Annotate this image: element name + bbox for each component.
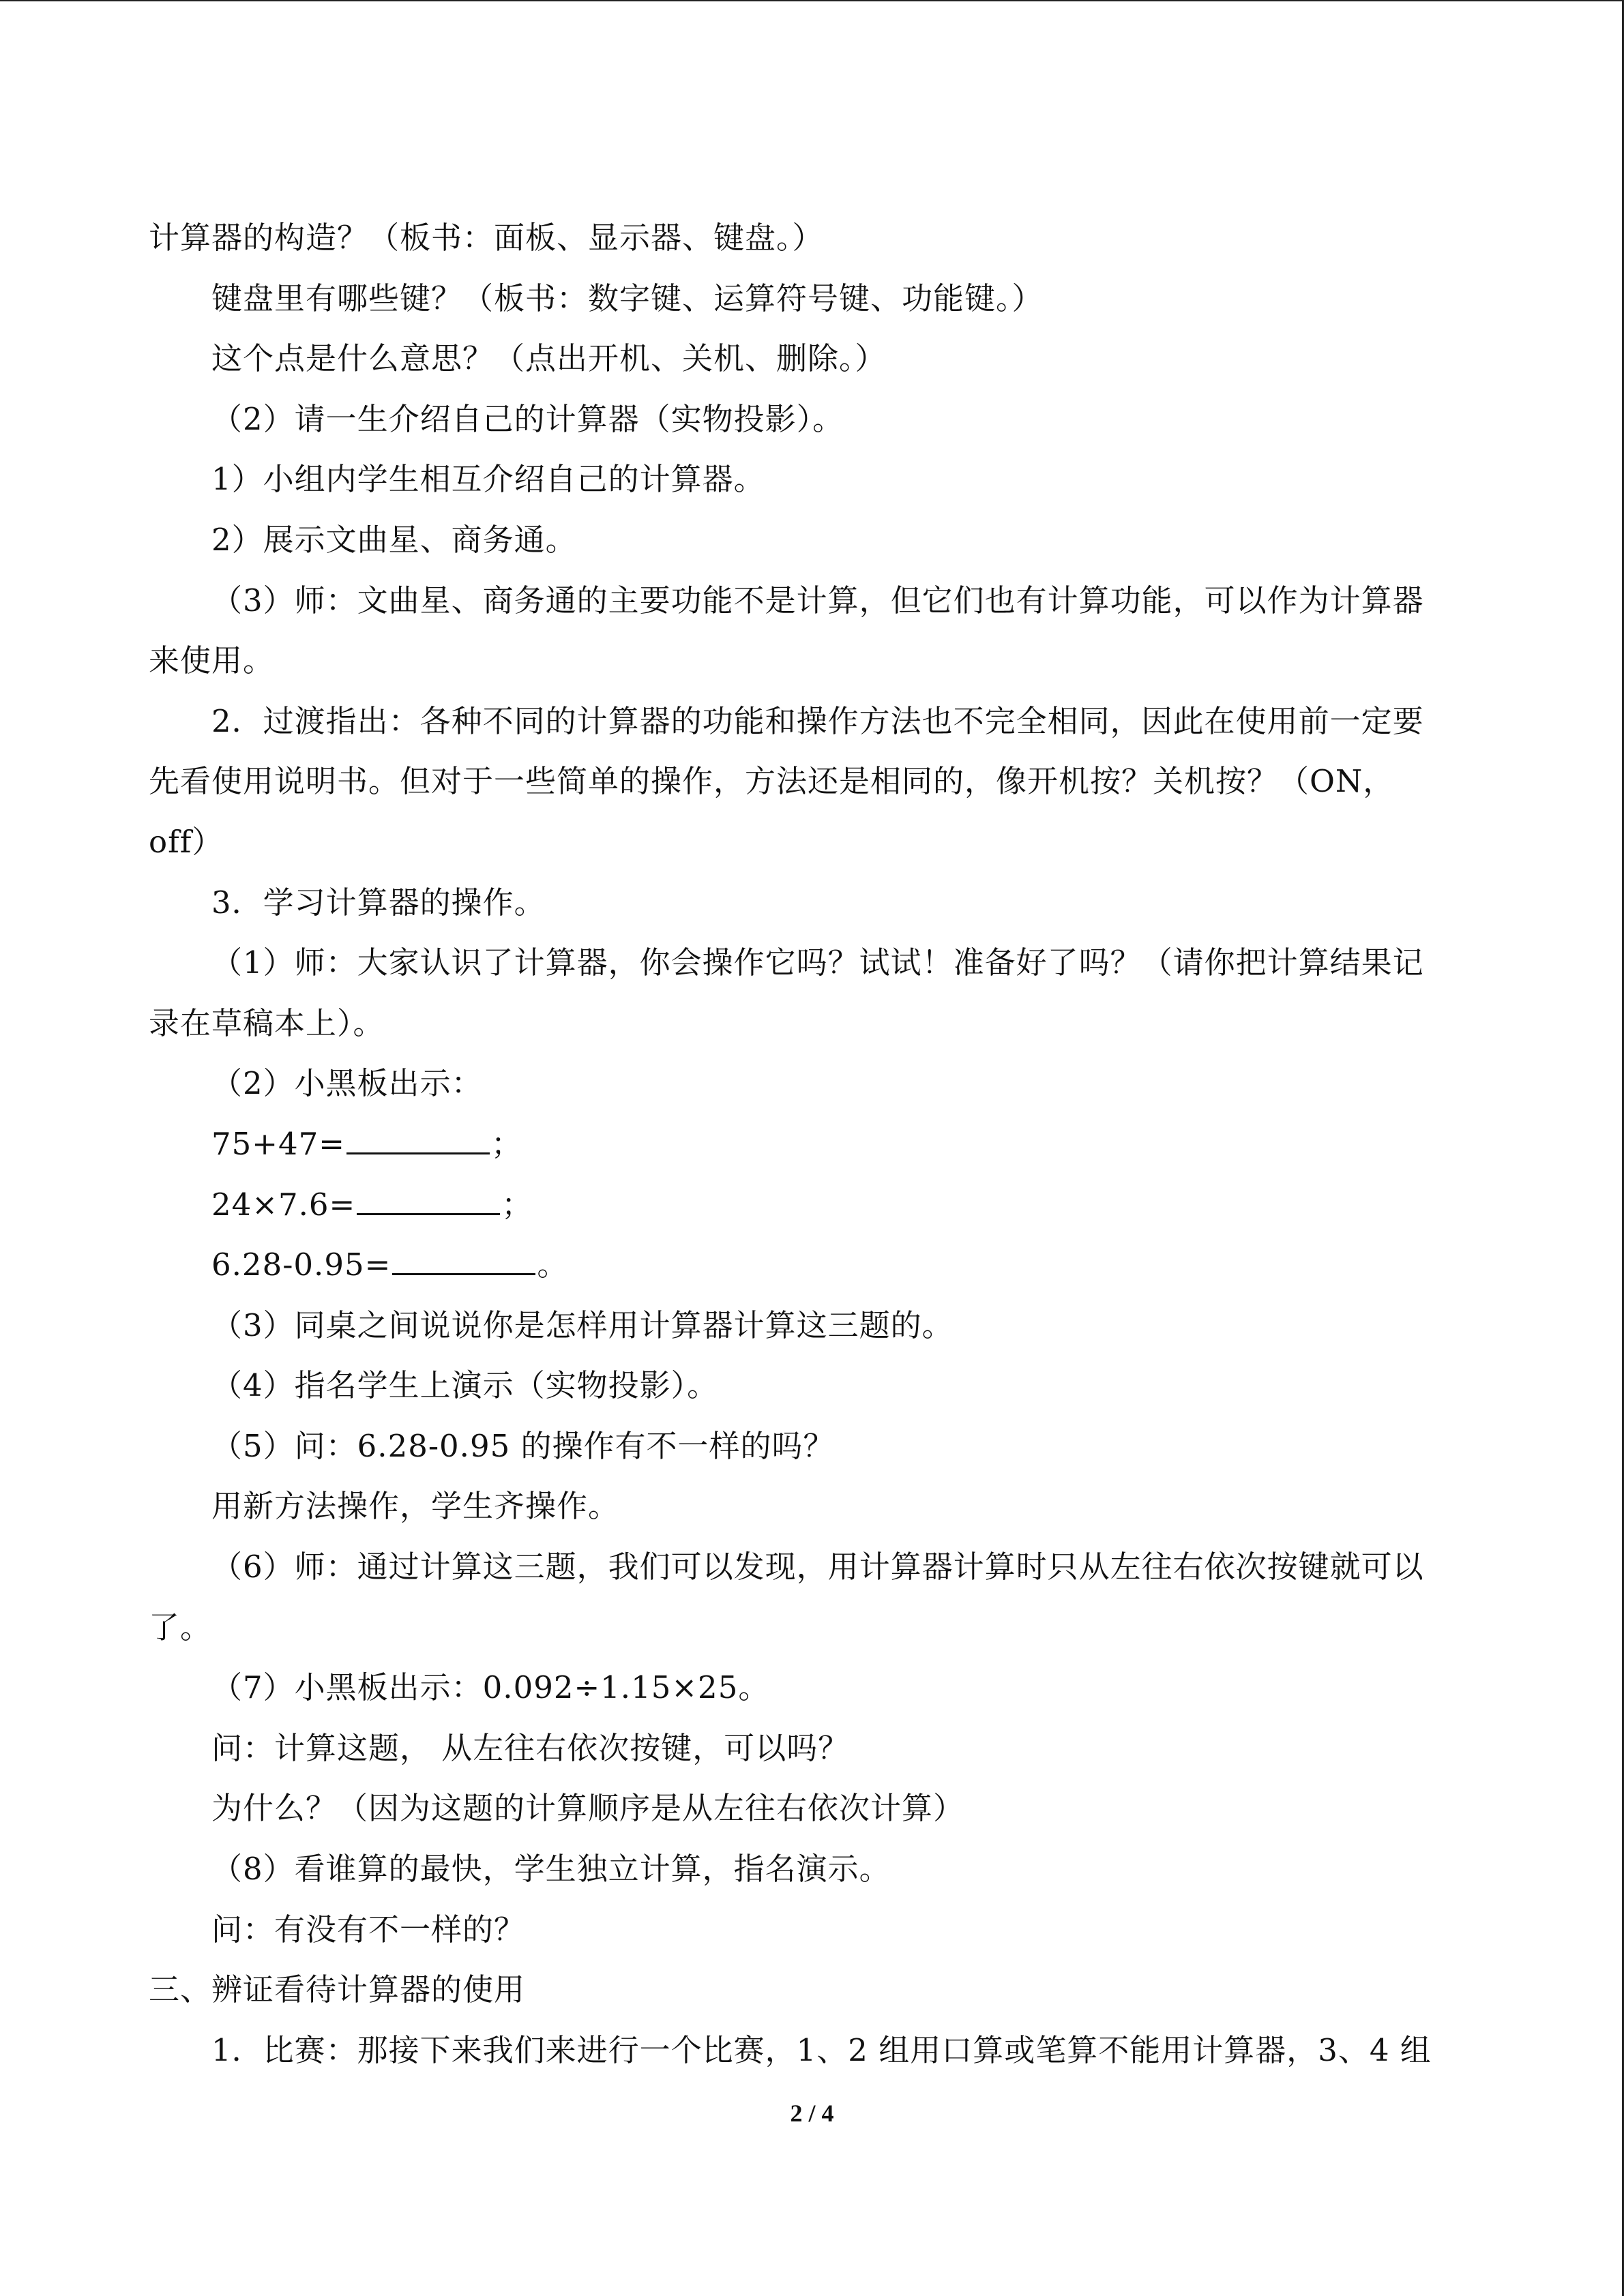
exercise-list — [149, 1114, 1479, 1296]
paragraph-block-2 — [149, 1296, 1479, 2081]
text-line: 为什么？（因为这题的计算顺序是从左往右依次计算） — [211, 1790, 965, 1827]
text-line: （4）指名学生上演示（实物投影）。 — [211, 1367, 719, 1404]
text-line: 先看使用说明书。但对于一些简单的操作，方法还是相同的，像开机按？关机按？（ON， — [149, 763, 1395, 800]
text-line: 用新方法操作，学生齐操作。 — [211, 1488, 620, 1525]
text-line: 键盘里有哪些键？（板书：数字键、运算符号键、功能键。） — [211, 280, 1044, 316]
text-line: 问：计算这题， 从左往右依次按键，可以吗？ — [211, 1729, 850, 1766]
exercise-line — [149, 1175, 1479, 1236]
page-number: 2 / 4 — [790, 2100, 834, 2127]
exercise-line — [149, 1235, 1479, 1296]
text-line: （2）小黑板出示： — [211, 1065, 483, 1102]
exercise-expression: 24×7.6= — [211, 1186, 356, 1223]
text-line: 这个点是什么意思？（点出开机、关机、删除。） — [211, 340, 887, 377]
answer-blank — [357, 1186, 500, 1215]
text-line: （1）师：大家认识了计算器，你会操作它吗？试试！准备好了吗？（请你把计算结果记 — [211, 944, 1424, 981]
text-line: 2）展示文曲星、商务通。 — [211, 521, 577, 558]
text-line: 3．学习计算器的操作。 — [211, 884, 546, 921]
text-line: 来使用。 — [149, 642, 275, 679]
exercise-expression: 6.28-0.95= — [211, 1247, 392, 1283]
text-line: 三、辨证看待计算器的使用 — [149, 1971, 526, 2008]
text-line: （2）请一生介绍自己的计算器（实物投影）。 — [211, 400, 844, 437]
text-line: （5）问：6.28-0.95 的操作有不一样的吗？ — [211, 1427, 835, 1464]
text-line: （7）小黑板出示：0.092÷1.15×25。 — [211, 1669, 770, 1706]
exercise-punctuation: 。 — [537, 1247, 569, 1283]
answer-blank — [392, 1246, 535, 1275]
text-line: 1）小组内学生相互介绍自己的计算器。 — [211, 461, 765, 498]
text-line: 录在草稿本上）。 — [149, 1004, 385, 1041]
text-line: 1．比赛：那接下来我们来进行一个比赛，1、2 组用口算或笔算不能用计算器，3、4 组 — [211, 2031, 1432, 2068]
paragraph-block-1 — [149, 208, 1479, 1114]
text-line: 计算器的构造？（板书：面板、显示器、键盘。） — [149, 220, 824, 256]
text-line: 2．过渡指出：各种不同的计算器的功能和操作方法也不完全相同，因此在使用前一定要 — [211, 702, 1424, 739]
answer-blank — [346, 1125, 490, 1154]
exercise-expression: 75+47= — [211, 1125, 345, 1162]
text-line: off） — [149, 823, 224, 860]
text-line: 问：有没有不一样的？ — [211, 1911, 526, 1948]
text-line: 了。 — [149, 1609, 212, 1645]
text-line: （3）师：文曲星、商务通的主要功能不是计算，但它们也有计算功能，可以作为计算器 — [211, 582, 1424, 618]
text-line: （6）师：通过计算这三题，我们可以发现，用计算器计算时只从左往右依次按键就可以 — [211, 1549, 1424, 1585]
text-line: （8）看谁算的最快，学生独立计算，指名演示。 — [211, 1851, 891, 1888]
exercise-line — [149, 1114, 1479, 1175]
text-line: （3）同桌之间说说你是怎样用计算器计算这三题的。 — [211, 1307, 954, 1343]
exercise-punctuation: ； — [501, 1186, 533, 1223]
exercise-punctuation: ； — [490, 1125, 522, 1162]
page-top-border — [0, 0, 1624, 1]
document-body — [149, 208, 1479, 2081]
